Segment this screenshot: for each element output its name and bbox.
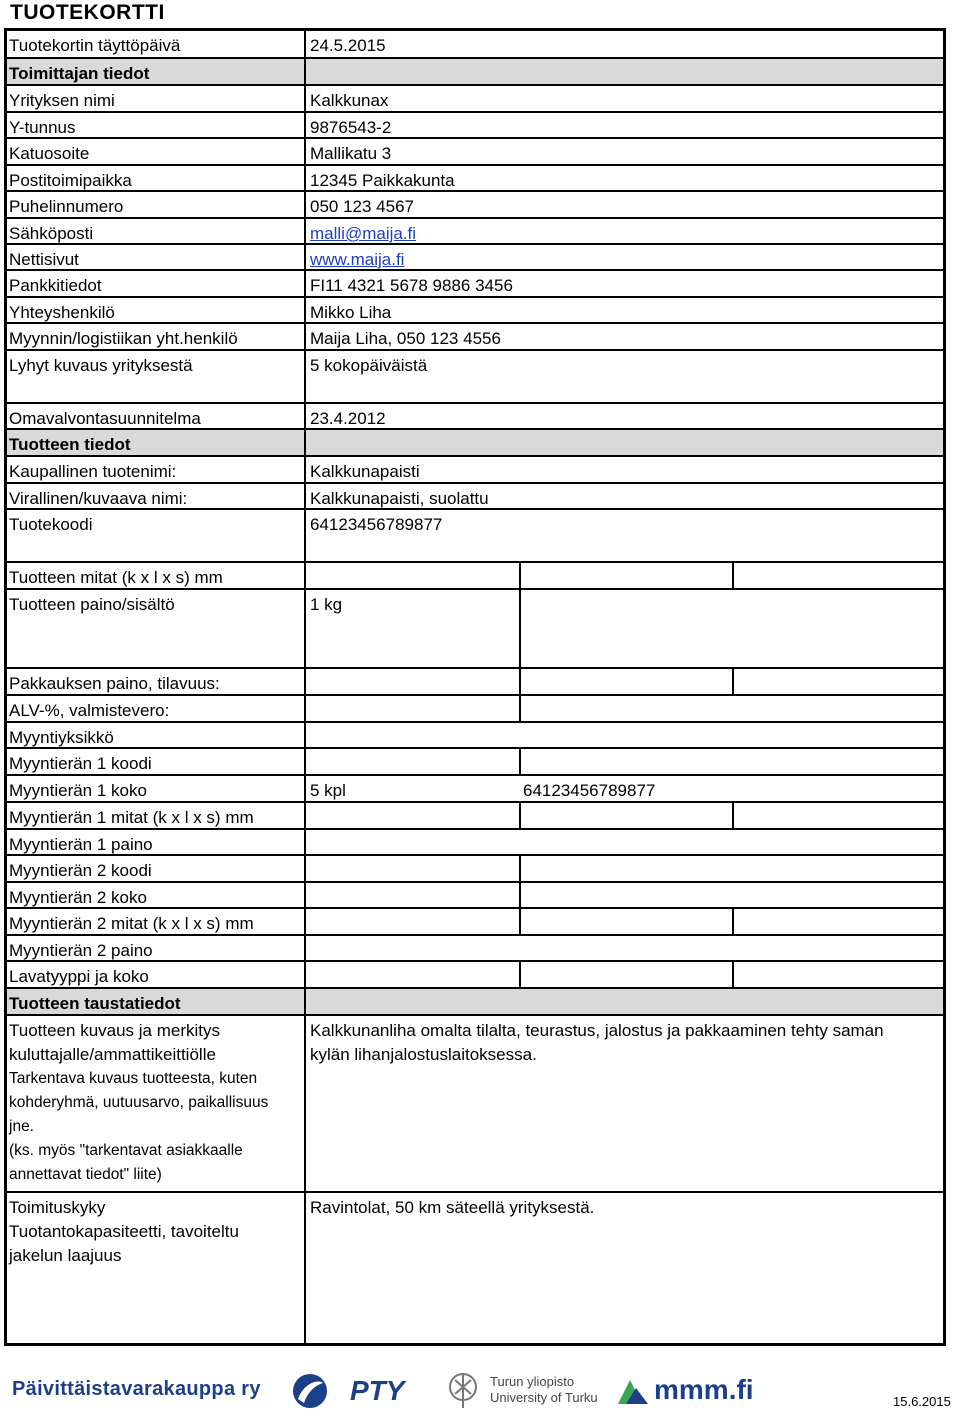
product-description-label — [7, 1016, 306, 1191]
batch1-code-cell-2[interactable] — [519, 749, 521, 774]
email-link[interactable]: malli@maija.fi — [310, 224, 417, 243]
product-dims-cell-3[interactable] — [732, 563, 734, 588]
product-code-value[interactable]: 64123456789877 — [310, 515, 443, 534]
bank-label: Pankkitiedot — [7, 271, 306, 296]
description-hint-line-5: annettavat tiedot" liite) — [9, 1166, 162, 1183]
row-selfcheck — [7, 404, 943, 430]
supplier-header-blank — [306, 59, 943, 84]
bank-value[interactable]: FI11 4321 5678 9886 3456 — [310, 276, 513, 295]
sales-contact-label: Myynnin/logistiikan yht.henkilö — [7, 324, 306, 349]
delivery-value[interactable]: Ravintolat, 50 km säteellä yrityksestä. — [310, 1198, 595, 1217]
row-bank — [7, 271, 943, 298]
product-weight-value[interactable]: 1 kg — [310, 595, 343, 614]
batch2-code-label: Myyntierän 2 koodi — [7, 856, 306, 881]
product-weight-label: Tuotteen paino/sisältö — [7, 590, 306, 667]
batch1-weight-label: Myyntierän 1 paino — [7, 830, 306, 854]
row-batch2-weight — [7, 936, 943, 962]
batch2-weight-value[interactable] — [306, 936, 943, 960]
row-batch2-size — [7, 883, 943, 909]
vat-cell-2[interactable] — [519, 696, 521, 721]
phone-label: Puhelinnumero — [7, 192, 306, 217]
row-pallet — [7, 962, 943, 989]
package-label: Pakkauksen paino, tilavuus: — [7, 669, 306, 694]
row-ytunnus — [7, 113, 943, 139]
pty-logo: PTY — [350, 1375, 405, 1406]
street-value[interactable]: Mallikatu 3 — [310, 144, 392, 163]
product-weight-cell-2[interactable] — [519, 590, 521, 667]
package-value[interactable] — [306, 669, 943, 694]
batch2-dims-label: Myyntierän 2 mitat (k x l x s) mm — [7, 909, 306, 934]
trade-name-label: Kaupallinen tuotenimi: — [7, 457, 306, 482]
row-web — [7, 245, 943, 271]
mmm-mountain-icon — [616, 1376, 650, 1406]
row-official-name — [7, 484, 943, 510]
footer-date: 15.6.2015 — [893, 1394, 951, 1409]
row-batch2-code — [7, 856, 943, 883]
pallet-label: Lavatyyppi ja koko — [7, 962, 306, 987]
batch1-dims-label: Myyntierän 1 mitat (k x l x s) mm — [7, 803, 306, 828]
batch1-size-value[interactable]: 5 kpl — [310, 781, 346, 800]
utu-logo — [490, 1374, 598, 1406]
company-value[interactable]: Kalkkunax — [310, 91, 389, 110]
official-name-label: Virallinen/kuvaava nimi: — [7, 484, 306, 508]
sales-contact-value[interactable]: Maija Liha, 050 123 4556 — [310, 329, 501, 348]
selfcheck-label: Omavalvontasuunnitelma — [7, 404, 306, 428]
street-label: Katuosoite — [7, 139, 306, 164]
product-code-label: Tuotekoodi — [7, 510, 306, 561]
email-label: Sähköposti — [7, 219, 306, 243]
row-product-description — [7, 1016, 943, 1193]
row-delivery — [7, 1193, 943, 1343]
row-contact — [7, 298, 943, 324]
row-package — [7, 669, 943, 696]
row-fill-date — [7, 31, 943, 59]
batch2-dims-value[interactable] — [306, 909, 943, 934]
description-hint-line-1: Tarkentava kuvaus tuotteesta, kuten — [9, 1070, 258, 1087]
delivery-label-line-1: Toimituskyky — [9, 1198, 106, 1217]
batch1-code-value[interactable] — [306, 749, 943, 774]
batch2-size-label: Myyntierän 2 koko — [7, 883, 306, 907]
description-hint-line-4: (ks. myös "tarkentavat asiakkaalle — [9, 1142, 243, 1159]
description-hint-line-3: jne. — [9, 1118, 34, 1135]
batch1-weight-value[interactable] — [306, 830, 943, 854]
row-product-dims — [7, 563, 943, 590]
mmm-logo: mmm.fi — [654, 1374, 754, 1405]
batch2-dims-cell-3[interactable] — [732, 909, 734, 934]
row-sales-unit — [7, 723, 943, 749]
product-section-header: Tuotteen tiedot — [7, 430, 306, 455]
fill-date-label: Tuotekortin täyttöpäivä — [7, 31, 306, 57]
utu-logo-line-2: University of Turku — [490, 1390, 598, 1405]
company-desc-value[interactable]: 5 kokopäiväistä — [310, 356, 428, 375]
package-cell-3[interactable] — [732, 669, 734, 694]
batch1-dims-value[interactable] — [306, 803, 943, 828]
product-dims-cell-2[interactable] — [519, 563, 521, 588]
postal-value[interactable]: 12345 Paikkakunta — [310, 171, 455, 190]
official-name-value[interactable]: Kalkkunapaisti, suolattu — [310, 489, 489, 508]
description-label-line-2: kuluttajalle/ammattikeittiölle — [9, 1045, 216, 1064]
row-sales-contact — [7, 324, 943, 351]
contact-label: Yhteyshenkilö — [7, 298, 306, 322]
description-value-line-2: kylän lihanjalostuslaitoksessa. — [310, 1045, 537, 1064]
phone-value[interactable]: 050 123 4567 — [310, 197, 414, 216]
batch2-size-value[interactable] — [306, 883, 943, 907]
background-section-header: Tuotteen taustatiedot — [7, 989, 306, 1014]
row-product-header — [7, 430, 943, 457]
utu-logo-line-1: Turun yliopisto — [490, 1374, 575, 1389]
supplier-section-header: Toimittajan tiedot — [7, 59, 306, 84]
trade-name-value[interactable]: Kalkkunapaisti — [310, 462, 420, 481]
description-hint-line-2: kohderyhmä, uutuusarvo, paikallisuus — [9, 1094, 269, 1111]
sales-unit-label: Myyntiyksikkö — [7, 723, 306, 747]
batch1-size-label: Myyntierän 1 koko — [7, 776, 306, 801]
footer-logos — [0, 1362, 960, 1416]
row-supplier-header — [7, 59, 943, 86]
product-description-value[interactable] — [306, 1016, 943, 1191]
ytunnus-value[interactable]: 9876543-2 — [310, 118, 392, 137]
batch2-code-value[interactable] — [306, 856, 943, 881]
delivery-label — [7, 1193, 306, 1343]
row-company — [7, 86, 943, 113]
pty-logo-mark-icon — [292, 1373, 328, 1409]
contact-value[interactable]: Mikko Liha — [310, 303, 392, 322]
website-link[interactable]: www.maija.fi — [310, 250, 405, 269]
product-dims-label: Tuotteen mitat (k x l x s) mm — [7, 563, 306, 588]
row-phone — [7, 192, 943, 219]
batch1-dims-cell-2[interactable] — [519, 803, 521, 828]
row-email — [7, 219, 943, 245]
document-title: TUOTEKORTTI — [10, 1, 165, 24]
batch1-size-code[interactable]: 64123456789877 — [523, 781, 656, 800]
product-card-form — [4, 28, 946, 1346]
batch1-code-label: Myyntierän 1 koodi — [7, 749, 306, 774]
pallet-cell-3[interactable] — [732, 962, 734, 987]
row-background-header — [7, 989, 943, 1016]
delivery-label-line-3: jakelun laajuus — [9, 1246, 122, 1265]
product-dims-value[interactable] — [306, 563, 943, 588]
row-batch1-code — [7, 749, 943, 776]
ptr-logo: Päivittäistavarakauppa ry — [12, 1378, 261, 1400]
fill-date-value[interactable]: 24.5.2015 — [310, 36, 386, 55]
description-value-line-1: Kalkkunanliha omalta tilalta, teurastus, jalostus ja pakkaaminen tehty saman — [310, 1021, 884, 1040]
sales-unit-value[interactable] — [306, 723, 943, 747]
ytunnus-label: Y-tunnus — [7, 113, 306, 137]
utu-torch-icon — [445, 1372, 481, 1410]
company-label: Yrityksen nimi — [7, 86, 306, 111]
row-batch1-dims — [7, 803, 943, 830]
product-header-blank — [306, 430, 943, 455]
row-batch1-size — [7, 776, 943, 803]
row-postal — [7, 166, 943, 192]
batch1-dims-cell-3[interactable] — [732, 803, 734, 828]
pallet-cell-2[interactable] — [519, 962, 521, 987]
batch2-size-cell-2[interactable] — [519, 883, 521, 907]
row-batch2-dims — [7, 909, 943, 936]
row-street — [7, 139, 943, 166]
row-batch1-weight — [7, 830, 943, 856]
batch2-code-cell-2[interactable] — [519, 856, 521, 881]
selfcheck-value[interactable]: 23.4.2012 — [310, 409, 386, 428]
background-header-blank — [306, 989, 943, 1014]
description-label-line-1: Tuotteen kuvaus ja merkitys — [9, 1021, 221, 1040]
row-vat — [7, 696, 943, 723]
web-label: Nettisivut — [7, 245, 306, 269]
package-cell-2[interactable] — [519, 669, 521, 694]
batch2-weight-label: Myyntierän 2 paino — [7, 936, 306, 960]
company-desc-label: Lyhyt kuvaus yrityksestä — [7, 351, 306, 402]
postal-label: Postitoimipaikka — [7, 166, 306, 190]
row-company-desc — [7, 351, 943, 404]
row-product-weight — [7, 590, 943, 669]
delivery-label-line-2: Tuotantokapasiteetti, tavoiteltu — [9, 1222, 239, 1241]
pallet-value[interactable] — [306, 962, 943, 987]
row-trade-name — [7, 457, 943, 484]
vat-value[interactable] — [306, 696, 943, 721]
vat-label: ALV-%, valmistevero: — [7, 696, 306, 721]
batch2-dims-cell-2[interactable] — [519, 909, 521, 934]
row-product-code — [7, 510, 943, 563]
